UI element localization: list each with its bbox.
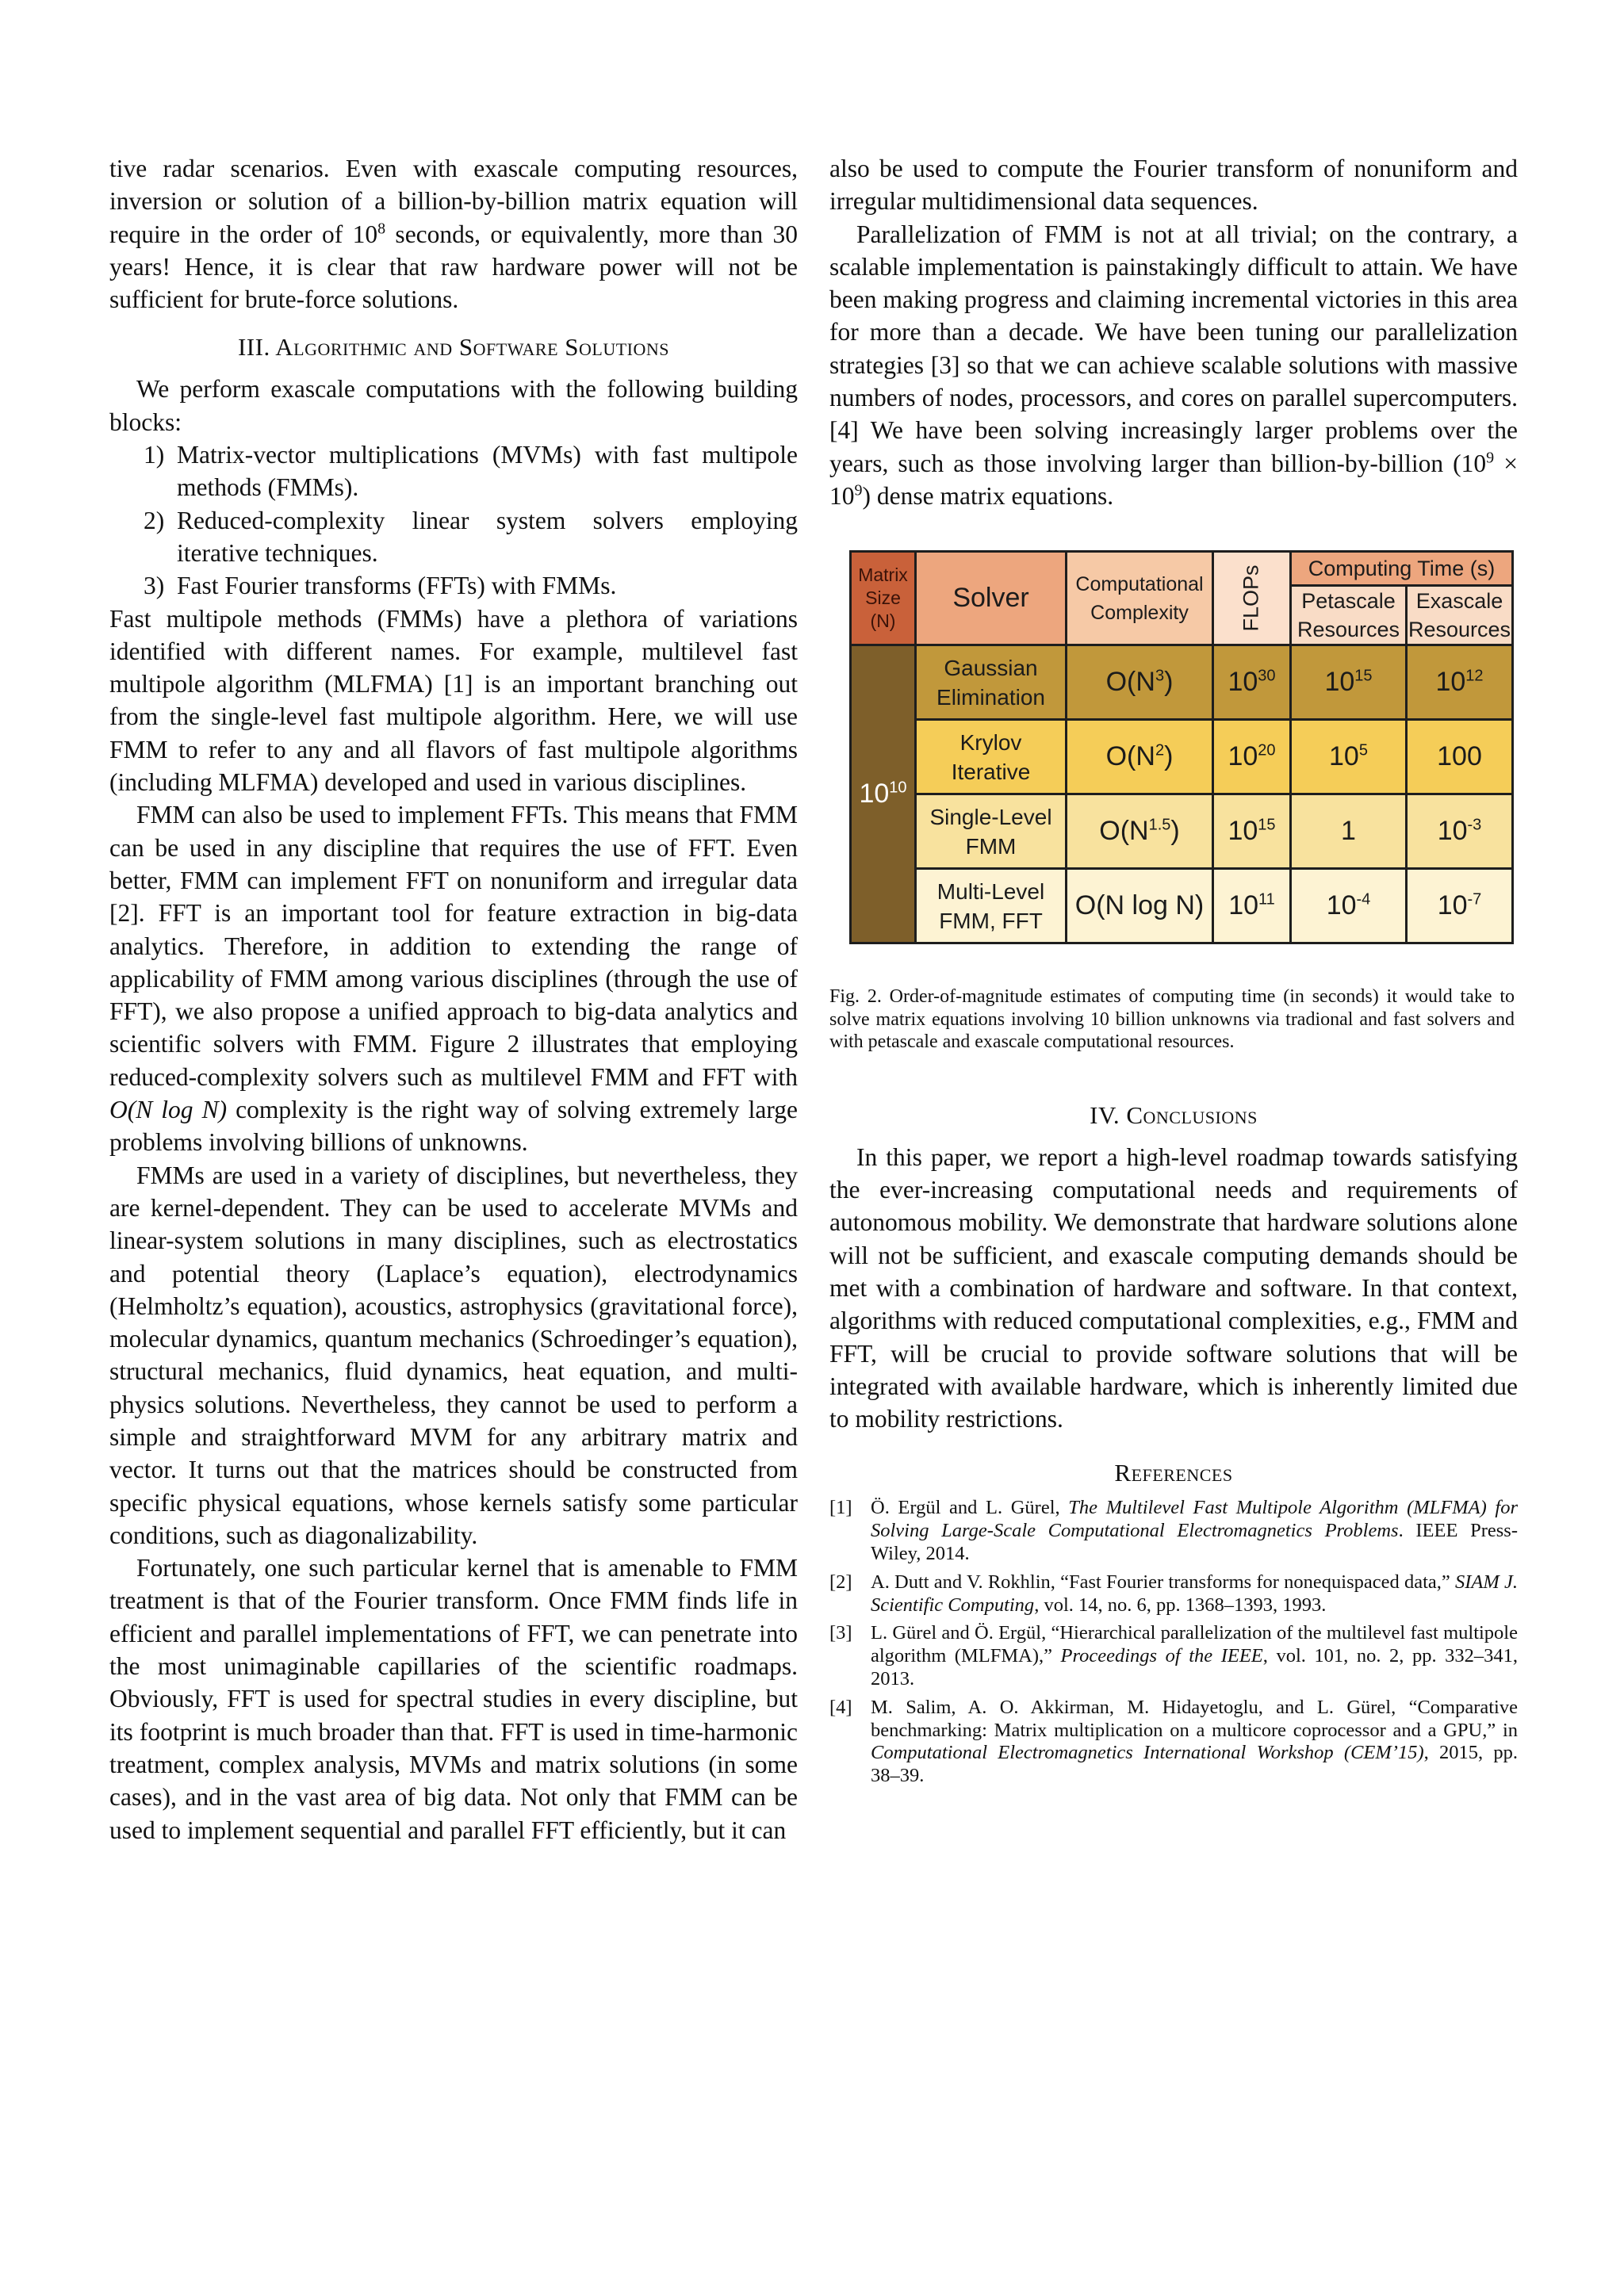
right-column bbox=[829, 152, 1518, 1793]
header-computing-time: Computing Time (s) bbox=[1291, 552, 1513, 586]
paragraph: We perform exascale computations with the following building blocks: bbox=[109, 375, 798, 436]
reference-item: [2] A. Dutt and V. Rokhlin, “Fast Fourier transforms for nonequispaced data,” SIAM J. Scientific Computing, vol. 14, no. 6, pp. 1368–1393, 1993. bbox=[829, 1571, 1518, 1616]
header-complexity: Computational Complexity bbox=[1067, 552, 1213, 645]
header-solver: Solver bbox=[916, 552, 1067, 645]
header-exascale: Exascale Resources bbox=[1407, 586, 1513, 645]
petascale-time-cell: $10^5$ bbox=[1291, 720, 1407, 794]
list-item: 1. Matrix-vector multiplications (MVMs) with fast multipole methods (FMMs). bbox=[177, 438, 798, 504]
paragraph: FMM can also be used to implement FFTs. This means that FMM can be used in any discipline that requires the use of FFT. Even better, FMM can implement FFT on nonuniform and irregular data [2]. FFT is an important tool for feature extraction in big-data analytics. Therefore, in addition to extending the range of applicability of FMM among various disciplines (through the use of FFT), we also propose a unified approach to big-data analytics and scientific solvers with FMM. Figure 2 illustrates that employing reduced-complexity solvers such as multilevel FMM and FFT with O(N log N) complexity is the right way of solving extremely large problems involving billions of unknowns. bbox=[109, 801, 799, 1157]
flops-cell: $10^{15}$ bbox=[1213, 794, 1291, 869]
list-item: 2. Reduced-complexity linear system solvers employing iterative techniques. bbox=[177, 504, 798, 570]
header-matrix-size: Matrix Size (N) bbox=[851, 552, 916, 645]
solver-cell: Krylov Iterative bbox=[916, 720, 1067, 794]
solver-cell: Multi-Level FMM, FFT bbox=[916, 869, 1067, 943]
complexity-cell: $O(N^3)$ bbox=[1067, 645, 1213, 720]
figure-caption: Fig. 2. Order-of-magnitude estimates of computing time (in seconds) it would take to solve matrix equations involving 10 billion unknowns via tradional and fast solvers and with petascale and exascale computational resources. bbox=[829, 986, 1515, 1053]
paragraph: FMMs are used in a variety of disciplines, but nevertheless, they are kernel-dependent. They can be used to accelerate MVMs and linear-system solutions in many disciplines, such as electrostatics and potential theory (Laplace’s equation), electrodynamics (Helmholtz’s equation), acoustics, astrophysics (gravitational force), molecular dynamics, quantum mechanics (Schroedinger’s equation), structural mechanics, fluid dynamics, heat equation, and multi-physics solutions. Nevertheless, they cannot be used to perform a simple and straightforward MVM for any arbitrary matrix and vector. It turns out that the matrices should be constructed from specific physical equations, whose kernels satisfy some particular conditions, such as diagonalizability. bbox=[109, 1161, 798, 1549]
flops-cell: $10^{20}$ bbox=[1213, 720, 1291, 794]
reference-item: [4] M. Salim, A. O. Akkirman, M. Hidayetoglu, and L. Gürel, “Comparative benchmarking: Matrix multiplication on a multicore coprocessor and a GPU,” in Computational Electromagnetics International Workshop (CEM’15), 2015, pp. 38–39. bbox=[829, 1696, 1518, 1787]
figure-2 bbox=[849, 550, 1511, 944]
exascale-time-cell: $10^{-3}$ bbox=[1407, 794, 1513, 869]
header-petascale: Petascale Resources bbox=[1291, 586, 1407, 645]
complexity-cell: O(N log N) bbox=[1067, 869, 1213, 943]
paragraph: Parallelization of FMM is not at all trivial; on the contrary, a scalable implementation is painstakingly difficult to attain. We have been making progress and claiming incremental victories in this area for more than a decade. We have been tuning our parallelization strategies [3] so that we can achieve scalable solutions with massive numbers of nodes, processors, and cores on parallel supercomputers. [4] We have been solving increasingly larger problems over the years, such as those involving larger than billion-by-billion $(10^9 \times 10^9)$ dense matrix equations. bbox=[829, 220, 1519, 510]
solver-cell: Single-Level FMM bbox=[916, 794, 1067, 869]
paragraph: also be used to compute the Fourier transform of nonuniform and irregular multidimensional data sequences. bbox=[829, 155, 1518, 216]
solver-cell: Gaussian Elimination bbox=[916, 645, 1067, 720]
paragraph: Fortunately, one such particular kernel that is amenable to FMM treatment is that of the Fourier transform. Once FMM finds life in efficient and parallel implementations of FFT, we can penetrate into the most unimaginable capillaries of the scientific roadmaps. Obviously, FFT is used for spectral studies in every discipline, but its footprint is much broader than that. FFT is used in time-harmonic treatment, complex analysis, MVMs and matrix solutions (in some cases), and in the vast area of big data. Not only that FMM can be used to implement sequential and parallel FFT efficiently, but it can bbox=[109, 1554, 798, 1844]
list-item: 3. Fast Fourier transforms (FFTs) with FMMs. bbox=[177, 569, 798, 602]
paragraph: Fast multipole methods (FMMs) have a plethora of variations identified with different names. For example, multilevel fast multipole algorithm (MLFMA) [1] is an important branching out from the single-level fast multipole algorithm. Here, we will use FMM to refer to any and all flavors of fast multipole algorithms (including MLFMA) developed and used in various disciplines. bbox=[109, 604, 798, 797]
header-flops: FLOPs bbox=[1213, 552, 1291, 645]
references-heading: References bbox=[1114, 1459, 1233, 1487]
section-heading: III. Algorithmic and Software Solutions bbox=[237, 333, 670, 362]
petascale-time-cell: $10^{15}$ bbox=[1291, 645, 1407, 720]
complexity-cell: $O(N^{1.5})$ bbox=[1067, 794, 1213, 869]
petascale-time-cell: $10^{-4}$ bbox=[1291, 869, 1407, 943]
reference-item: [3] L. Gürel and Ö. Ergül, “Hierarchical parallelization of the multilevel fast multipole algorithm (MLFMA),” Proceedings of the IEEE, vol. 101, no. 2, pp. 332–341, 2013. bbox=[829, 1622, 1518, 1690]
reference-list bbox=[829, 1497, 1518, 1788]
building-blocks-list bbox=[109, 438, 798, 602]
complexity-table bbox=[849, 550, 1514, 944]
exascale-time-cell: $10^{12}$ bbox=[1407, 645, 1513, 720]
matrix-size-cell: $10^{10}$ bbox=[851, 645, 916, 943]
flops-cell: $10^{11}$ bbox=[1213, 869, 1291, 943]
left-column bbox=[109, 152, 798, 1846]
reference-item: [1] Ö. Ergül and L. Gürel, The Multilevel Fast Multipole Algorithm (MLFMA) for Solving Large-Scale Computational Electromagnetics Problems. IEEE Press-Wiley, 2014. bbox=[829, 1497, 1518, 1565]
section-heading: IV. Conclusions bbox=[1090, 1100, 1258, 1129]
paragraph: tive radar scenarios. Even with exascale computing resources, inversion or solution of a billion-by-billion matrix equation will require in the order of $10^8$ seconds, or equivalently, more than 30 years! Hence, it is clear that raw hardware power will not be sufficient for brute-force solutions. bbox=[109, 155, 798, 314]
petascale-time-cell: 1 bbox=[1291, 794, 1407, 869]
exascale-time-cell: $10^{-7}$ bbox=[1407, 869, 1513, 943]
flops-cell: $10^{30}$ bbox=[1213, 645, 1291, 720]
exascale-time-cell: 100 bbox=[1407, 720, 1513, 794]
complexity-cell: $O(N^2)$ bbox=[1067, 720, 1213, 794]
paragraph: In this paper, we report a high-level roadmap towards satisfying the ever-increasing computational needs and requirements of autonomous mobility. We demonstrate that hardware solutions alone will not be sufficient, and exascale computing demands should be met with a combination of hardware and software. In that context, algorithms with reduced computational complexities, e.g., FMM and FFT, will be crucial to provide software solutions that will be integrated with available hardware, which is inherently limited due to mobility restrictions. bbox=[829, 1142, 1518, 1433]
